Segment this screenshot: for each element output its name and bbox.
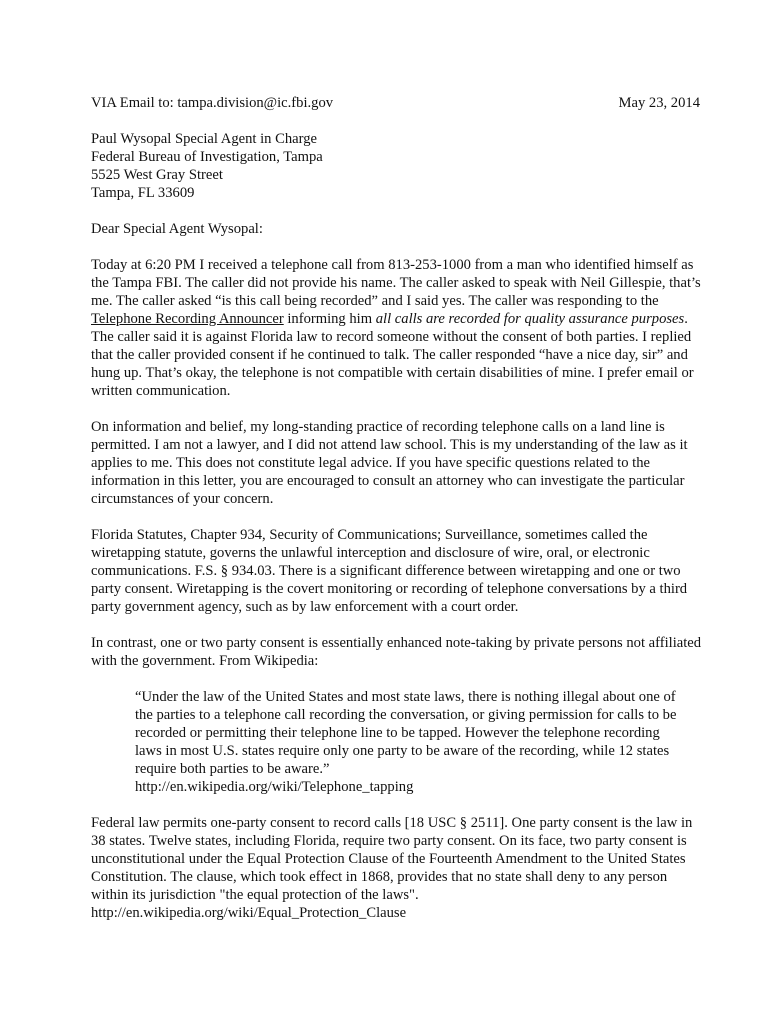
letter-date: May 23, 2014: [618, 95, 700, 111]
federal-law-text: Federal law permits one-party consent to record calls [18 USC § 2511]. One party consent is the law in 38 states. Twelve states, including Florida, require two party consent. On its face, two party consent is unconstitutional under the Equal Protection Clause of the Fourteenth Amendment to the United States Constitution. The clause, which took effect in 1868, provides that no state shall deny to any person within its jurisdiction "the equal protection of the laws".: [91, 815, 693, 903]
letter-header: [91, 94, 708, 112]
telephone-recording-announcer-link[interactable]: Telephone Recording Announcer: [91, 311, 284, 327]
address-line-city: Tampa, FL 33609: [91, 185, 195, 201]
paragraph-legal-disclaimer: On information and belief, my long-standing practice of recording telephone calls on a land line is permitted. I am not a lawyer, and I did not attend law school. This is my understanding of the law as it applies to me. This does not constitute legal advice. If you have specific questions related to the information in this letter, you are encouraged to consult an attorney who can investigate the particular circumstances of your concern.: [91, 419, 688, 507]
quote-text: “Under the law of the United States and most state laws, there is nothing illegal about one of the parties to a telephone call recording the conversation, or giving permission for calls to be recorded or permitting their telephone line to be tapped. However the telephone recording laws in most U.S. states require only one party to be aware of the recording, while 12 states require both parties to be aware.”: [135, 689, 677, 777]
paragraph-1-part-a: Today at 6:20 PM I received a telephone call from 813-253-1000 from a man who identified himself as the Tampa FBI. The caller did not provide his name. The caller asked to speak with Neil Gillespie, that’s me. The caller asked “is this call being recorded” and I said yes. The caller was responding to the: [91, 257, 701, 309]
recipient-address: [91, 130, 708, 202]
address-line-org: Federal Bureau of Investigation, Tampa: [91, 149, 323, 165]
quality-assurance-phrase: all calls are recorded for quality assurance purposes: [375, 311, 685, 327]
paragraph-party-consent: In contrast, one or two party consent is essentially enhanced note-taking by private persons not affiliated with the government. From Wikipedia:: [91, 635, 702, 669]
address-line-name: Paul Wysopal Special Agent in Charge: [91, 131, 317, 147]
paragraph-1-part-c: . The caller said it is against Florida law to record someone without the consent of both parties. I replied that the caller provided consent if he continued to talk. The caller responded “have a nice day, sir” and hung up. That’s okay, the telephone is not compatible with certain disabilities of mine. I prefer email or written communication.: [91, 311, 694, 399]
quote-source-url: http://en.wikipedia.org/wiki/Telephone_tapping: [135, 779, 414, 795]
wikipedia-quote: [135, 688, 680, 796]
equal-protection-url: http://en.wikipedia.org/wiki/Equal_Protection_Clause: [91, 905, 407, 921]
via-email-line: VIA Email to: tampa.division@ic.fbi.gov: [91, 95, 334, 111]
paragraph-florida-statutes: Florida Statutes, Chapter 934, Security of Communications; Surveillance, sometimes called the wiretapping statute, governs the unlawful interception and disclosure of wire, oral, or electronic communications. F.S. § 934.03. There is a significant difference between wiretapping and one or two party consent. Wiretapping is the covert monitoring or recording of telephone conversations by a third party government agency, such as by law enforcement with a court order.: [91, 527, 688, 615]
paragraph-call-account: [91, 256, 708, 400]
paragraph-federal-law: [91, 814, 708, 922]
address-line-street: 5525 West Gray Street: [91, 167, 223, 183]
salutation: Dear Special Agent Wysopal:: [91, 221, 263, 237]
paragraph-1-part-b: informing him: [283, 311, 376, 327]
